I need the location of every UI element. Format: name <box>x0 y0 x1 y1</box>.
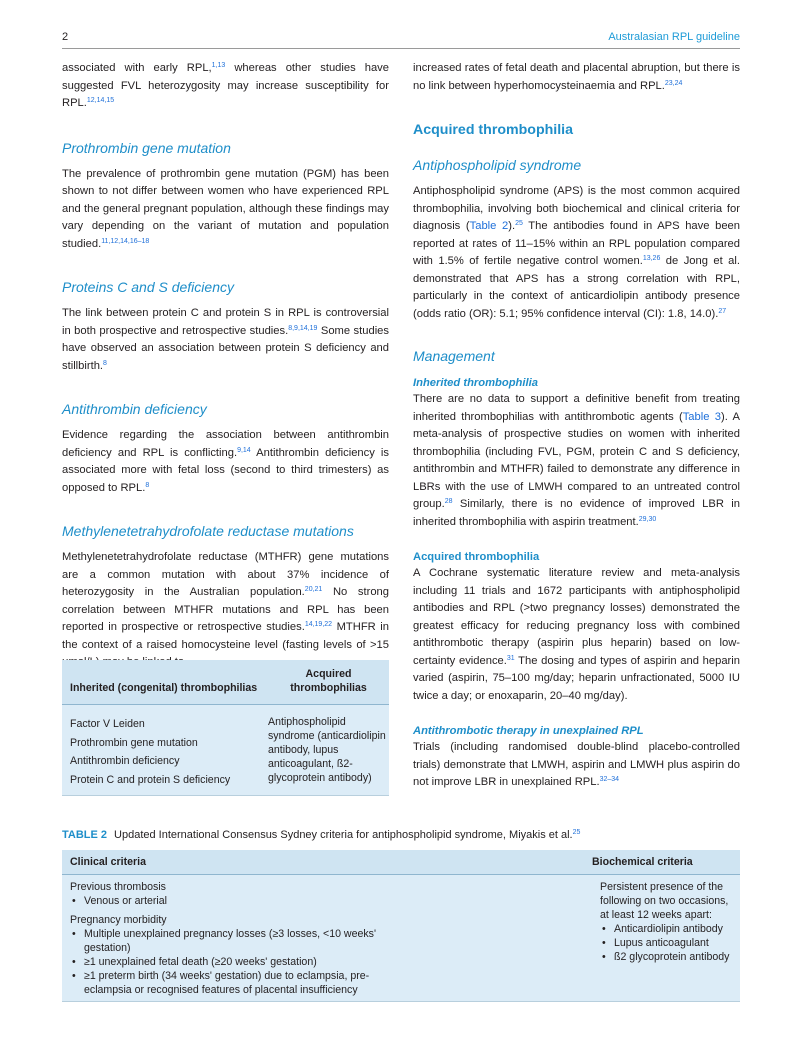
citation[interactable]: 9,14 <box>237 446 251 454</box>
heading-management: Management <box>413 348 495 364</box>
paragraph-acquired: A Cochrane systematic literature review and meta-analysis including 11 trials and 1672 participants with antiphospholipid antibodies and RPL (>two pregnancy losses) demonstrated the greatest efficacy for reducing pregnancy loss with combined antithrombotic therapy (aspirin plus heparin) based on low-certainty evidence.$^{31}$ The dosing and types of aspirin and heparin varied (aspirin, 75–100 mg/day; heparin unfractionated, 5000 IU twice a day; or enoxaparin, 20–40 mg/day). <box>413 567 740 702</box>
list-item: • ≥1 unexplained fetal death (≥20 weeks' gestation) <box>70 955 410 969</box>
table-cell: Antithrombin deficiency <box>70 755 180 767</box>
table1-header <box>62 660 389 705</box>
list-item: • Anticardiolipin antibody <box>600 922 740 936</box>
criteria-group-title: Previous thrombosis <box>70 881 166 893</box>
citation[interactable]: 1,13 <box>211 62 226 69</box>
list-item: • ß2 glycoprotein antibody <box>600 950 740 964</box>
citation[interactable]: 25 <box>572 829 581 836</box>
table2 <box>62 850 740 1002</box>
citation[interactable]: 20,21 <box>304 586 323 593</box>
paragraph-hhcy: increased rates of fetal death and placental abruption, but there is no link between hyperhomocysteinaemia and RPL.$^{23,24}$ <box>413 62 740 92</box>
paragraph-mthfr: Methylenetetrahydrofolate reductase (MTHFR) gene mutations are a common mutation with about 37% incidence of heterozygosity in the Australian population.$^{20,21}$ No strong correlation between MTHFR mutations and RPL has been reported in prospective or retrospective studies.$^{14,19,22}$ MTHFR in the context of a raised homocysteine level (fasting levels of >15 <box>62 551 389 651</box>
table2-col1-header: Clinical criteria <box>70 856 146 868</box>
table2-biochemical-cell <box>600 880 740 997</box>
citation[interactable]: 8 <box>145 481 150 489</box>
table2-link[interactable]: Table 2 <box>469 220 509 232</box>
heading-mthfr: Methylenetetrahydrofolate reductase mutations <box>62 523 354 539</box>
citation[interactable]: 14,19,22 <box>304 621 333 628</box>
left-column <box>62 60 389 708</box>
paragraph-antithrombotic: Trials (including randomised double-blind placebo-controlled trials) demonstrate that LMWH, aspirin and LMWH plus aspirin do not improve LBR in unexplained RPL.$^{32-34}$ <box>413 741 740 788</box>
citation[interactable]: 23,24 <box>664 79 683 87</box>
running-title: Australasian RPL guideline <box>608 31 740 43</box>
table3-link[interactable]: Table 3 <box>682 410 721 423</box>
table2-header <box>62 850 740 875</box>
citation[interactable]: 11,12,14,16–18 <box>101 237 150 245</box>
heading-prothrombin: Prothrombin gene mutation <box>62 139 231 156</box>
paragraph-inherited: There are no data to support a definitive benefit from treating inherited thrombophilias with antithrombotic agents (Table 3). A meta-analysis of prospective studies on women with inherited thrombophilia (including FVL, PGM, protein C and S deficiency, antithrombin and MTHFR) failed to demonstrate any difference in LBRs with the use of LMWH compared to an untreated control group.$^{28}$ Similarly, there is no evidence of improved LBR in inherited thrombophilia with aspirin treatment.$^{29,30}$ <box>413 393 740 528</box>
table1-body <box>62 705 389 796</box>
citation[interactable]: 13,26 <box>642 255 661 262</box>
heading-acquired-thrombophilia-management: Acquired thrombophilia <box>413 551 540 563</box>
table2-body <box>62 875 740 1002</box>
heading-proteins-cs: Proteins C and S deficiency <box>62 279 234 295</box>
table-cell: Protein C and protein S deficiency <box>70 773 231 786</box>
right-column <box>413 60 740 792</box>
criteria-list <box>70 927 600 997</box>
table2-clinical-cell <box>62 880 600 997</box>
table1-col1-header: Inherited (congenital) thrombophilias <box>70 682 258 694</box>
list-item: • ≥1 preterm birth (34 weeks' gestation) due to eclampsia, pre-eclampsia or recognised features of placental insufficiency <box>70 969 410 997</box>
heading-aps: Antiphospholipid syndrome <box>413 157 582 173</box>
table1-col2-header: Acquired thrombophilias <box>290 668 367 694</box>
page-header <box>62 28 740 49</box>
heading-acquired-thrombophilia: Acquired thrombophilia <box>413 122 574 138</box>
criteria-list <box>70 894 600 908</box>
table-cell: Factor V Leiden <box>70 718 145 730</box>
criteria-group-title: Pregnancy morbidity <box>70 914 167 926</box>
list-item: • Lupus anticoagulant <box>600 936 740 950</box>
table2-caption: TABLE 2 Updated International Consensus Sydney criteria for antiphospholipid syndrome, Miyakis et al.$^{25}$ <box>62 829 581 841</box>
paragraph-prothrombin: The prevalence of prothrombin gene mutation (PGM) has been shown to not differ between women who have experienced RPL and the general pregnant population, although these findings may vary depending on the variant of mutation and population studied.$^{11,12,14,16-18}$ <box>62 167 389 250</box>
paragraph-antithrombin: Evidence regarding the association between antithrombin deficiency and RPL is conflicting.$^{9,14}$ Antithrombin deficiency is associated more with fetal loss (second to third trimesters) as opposed to RPL.$^8$ <box>62 429 389 494</box>
citation[interactable]: 31 <box>506 654 515 662</box>
page-number: 2 <box>62 31 69 43</box>
list-item: • Venous or arterial <box>70 894 600 908</box>
citation[interactable]: 27 <box>718 307 727 315</box>
table1 <box>62 660 389 796</box>
citation[interactable]: 25 <box>515 220 523 227</box>
paragraph-proteins-cs: The link between protein C and protein S in RPL is controversial in both prospective and retrospective studies.$^{8,9,14,19}$ Some studies have observed an association between protein S deficiency and stillbirth.$^8$ <box>62 307 389 372</box>
citation[interactable]: 32–34 <box>599 776 620 783</box>
citation[interactable]: 12,14,15 <box>86 97 115 104</box>
biochemical-intro: Persistent presence of the following on two occasions, at least 12 weeks apart: <box>600 881 729 921</box>
paragraph-fvl-continued: associated with early RPL,$^{1,13}$ whereas other studies have suggested FVL heterozygosity may increase susceptibility for RPL.$^{12,14,15}$ <box>62 62 389 109</box>
table1-inherited-list <box>62 715 268 789</box>
table1-acquired-cell: Antiphospholipid syndrome (anticardiolipin antibody, lupus anticoagulant, ß2-glycoprotein antibody) <box>268 716 386 784</box>
heading-antithrombin: Antithrombin deficiency <box>62 401 207 417</box>
heading-inherited-thrombophilia: Inherited thrombophilia <box>413 377 538 389</box>
list-item: • Multiple unexplained pregnancy losses (≥3 losses, <10 weeks' gestation) <box>70 927 410 955</box>
citation[interactable]: 29,30 <box>638 515 657 523</box>
table2-col2-header: Biochemical criteria <box>592 856 693 868</box>
citation[interactable]: 8,9,14,19 <box>288 324 318 332</box>
criteria-list <box>600 922 740 964</box>
citation[interactable]: 28 <box>444 498 453 505</box>
heading-antithrombotic-unexplained: Antithrombotic therapy in unexplained RPL <box>413 725 644 737</box>
citation[interactable]: 8 <box>103 359 107 367</box>
table-cell: Prothrombin gene mutation <box>70 736 198 749</box>
paragraph-aps: Antiphospholipid syndrome (APS) is the most common acquired thrombophilia, involving both biochemical and clinical criteria for diagnosis (Table 2).$^{25}$ The antibodies found in APS have been reported at rates of 11–15% within an RPL population compared with 1.5% of fertile negative control women.$^{13,26}$ de Jong et al. demonstrated that APS has a strong correlation with RPL, particularly in the context of anticardiolipin antibody presence (odds ratio (OR): 5.1; 95% confidence interval (CI): 1.8, 14.0).$^{27}$ <box>413 185 740 320</box>
